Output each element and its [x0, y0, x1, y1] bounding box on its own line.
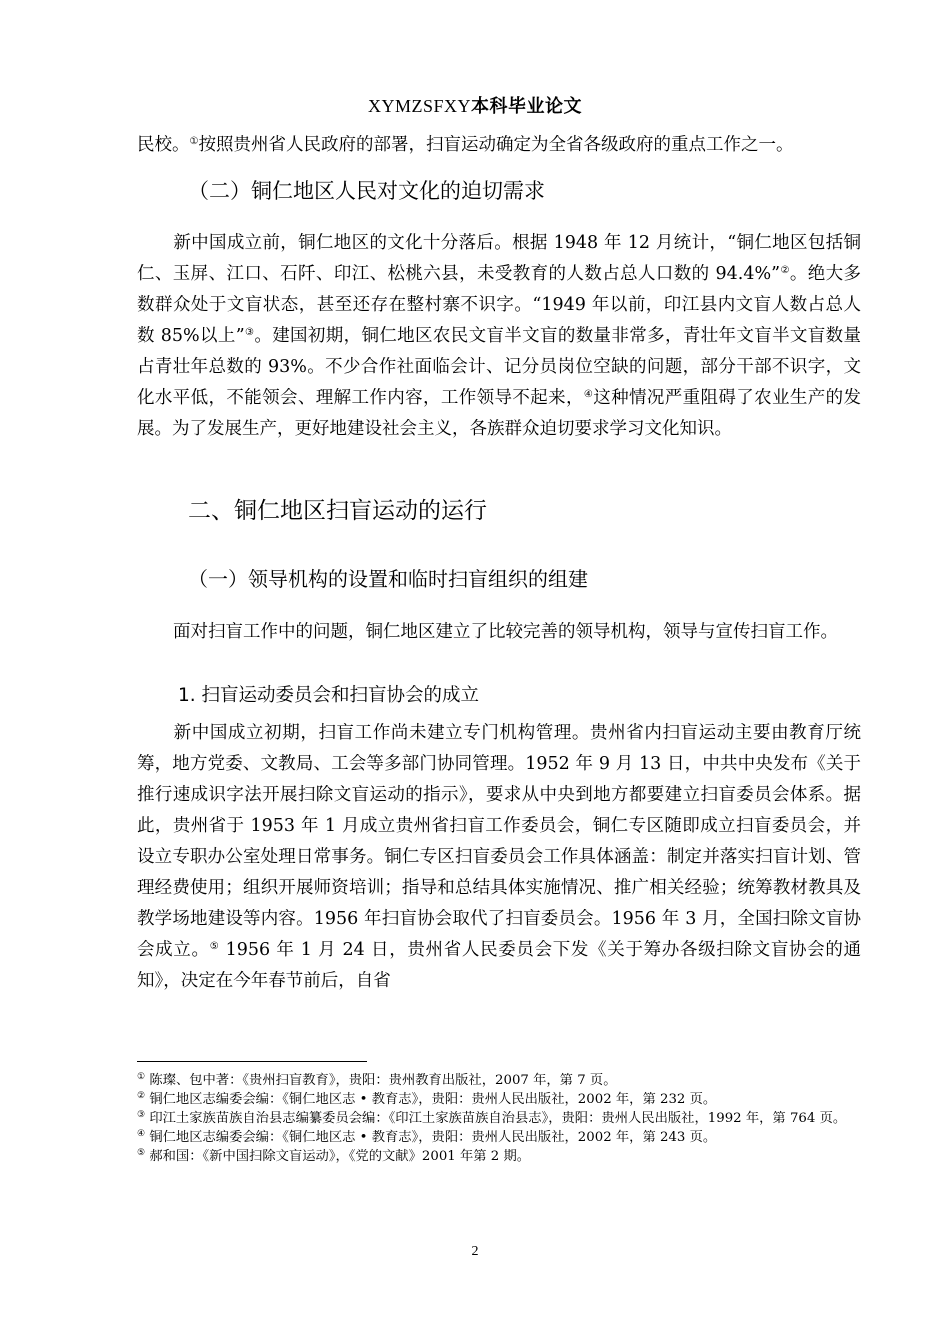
footnote-divider: [137, 1061, 367, 1062]
footnote-2: ② 铜仁地区志编委会编：《铜仁地区志 • 教育志》，贵阳：贵州人民出版社，2002 年，第 232 页。: [137, 1091, 717, 1107]
section-heading-1: （一）领导机构的设置和临时扫盲组织的组建: [188, 567, 588, 591]
footnote-ref-4[interactable]: ④: [583, 389, 594, 400]
footnote-ref-3[interactable]: ③: [244, 327, 255, 338]
header-title: 本科毕业论文: [471, 96, 583, 117]
paragraph-1: 新中国成立前，铜仁地区的文化十分落后。根据 1948 年 12 月统计，“铜仁地区包括铜仁、玉屏、江口、石阡、印江、松桃六县，未受教育的人数占总人口数的 94.4%”②。绝大多数群众处于文盲状态，甚至还存在整村寨不识字。“1949 年以前，印江县内文盲人数占总人数 85%以上”③。建国初期，铜仁地区农民文盲半文盲的数量非常多，青壮年文盲半文盲数量占青壮年总数的 93%。不少合作社面临会计、记分员岗位空缺的问题，部分干部不识字，文化水平低，不能领会、理解工作内容，工作领导不起来，④这种情况严重阻碍了农业生产的发展。为了发展生产，更好地建设社会主义，各族群众迫切要求学习文化知识。: [137, 233, 862, 439]
footnote-ref-5[interactable]: ⑤: [209, 941, 220, 952]
footnote-4: ④ 铜仁地区志编委会编：《铜仁地区志 • 教育志》，贵阳：贵州人民出版社，2002 年，第 243 页。: [137, 1129, 717, 1145]
footnote-5: ⑤ 郝和国：《新中国扫除文盲运动》，《党的文献》2001 年第 2 期。: [137, 1148, 531, 1164]
footnote-ref-2[interactable]: ②: [780, 265, 790, 276]
section-heading-2: （二）铜仁地区人民对文化的迫切需求: [188, 179, 545, 203]
paragraph-3: 新中国成立初期，扫盲工作尚未建立专门机构管理。贵州省内扫盲运动主要由教育厅统筹，地方党委、文教局、工会等多部门协同管理。1952 年 9 月 13 日，中共中央发布《关于推行速成识字法开展扫除文盲运动的指示》，要求从中央到地方都要建立扫盲委员会体系。据此，贵州省于 1953 年 1 月成立贵州省扫盲工作委员会，铜仁专区随即成立扫盲委员会，并设立专职办公室处理日常事务。铜仁专区扫盲委员会工作具体涵盖：制定并落实扫盲计划、管理经费使用；组织开展师资培训；指导和总结具体实施情况、推广相关经验；统筹教材教具及教学场地建设等内容。1956 年扫盲协会取代了扫盲委员会。1956 年 3 月，全国扫除文盲协会成立。⑤ 1956 年 1 月 24 日，贵州省人民委员会下发《关于筹办各级扫除文盲协会的通知》，决定在今年春节前后，自省: [137, 723, 862, 991]
header-latin: XYMZSFXY: [367, 96, 472, 116]
paragraph-2: 面对扫盲工作中的问题，铜仁地区建立了比较完善的领导机构，领导与宣传扫盲工作。: [173, 622, 838, 642]
chapter-heading: 二、铜仁地区扫盲运动的运行: [188, 498, 487, 524]
page-number: 2: [471, 1244, 479, 1259]
subsection-heading: 1. 扫盲运动委员会和扫盲协会的成立: [178, 685, 480, 706]
footnote-1: ① 陈璨、包中著：《贵州扫盲教育》，贵阳：贵州教育出版社，2007 年，第 7 页。: [137, 1072, 617, 1088]
footnote-ref-1[interactable]: ①: [189, 136, 199, 147]
intro-line: 民校。①按照贵州省人民政府的部署，扫盲运动确定为全省各级政府的重点工作之一。: [137, 135, 794, 155]
page-header: [0, 92, 950, 118]
footnotes: [137, 1071, 861, 1166]
footnote-3: ③ 印江土家族苗族自治县志编纂委员会编：《印江土家族苗族自治县志》，贵阳：贵州人民出版社，1992 年，第 764 页。: [137, 1110, 847, 1126]
